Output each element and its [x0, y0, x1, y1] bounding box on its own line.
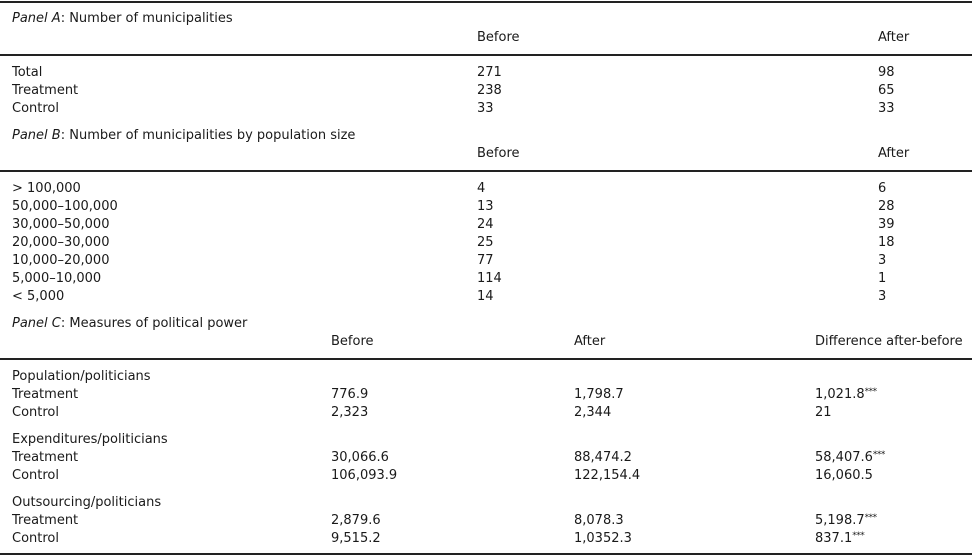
panel-a-row-label: Treatment — [12, 83, 79, 98]
panel-b-row-before: 4 — [477, 181, 486, 196]
panel-b-row-before: 77 — [477, 253, 494, 268]
panel-c-col-before: Before — [331, 334, 374, 349]
panel-c-header-rule — [0, 358, 972, 360]
significance-stars: *** — [864, 513, 877, 523]
panel-b-row-before: 114 — [477, 271, 502, 286]
panel-c-row-label: Control — [12, 531, 59, 546]
panel-c-row-label: Treatment — [12, 387, 79, 402]
panel-a-heading: Panel A: Number of municipalities — [12, 11, 233, 26]
panel-a-row-before: 33 — [477, 101, 494, 116]
top-rule — [0, 1, 972, 3]
panel-c-col-difference: Difference after-before — [815, 334, 963, 349]
panel-c-row-before: 9,515.2 — [331, 531, 381, 546]
panel-a-row-label: Total — [12, 65, 43, 80]
significance-stars: *** — [852, 531, 865, 541]
panel-c-row-difference: 837.1*** — [815, 531, 865, 546]
panel-a-row-after: 33 — [878, 101, 895, 116]
panel-b-row-after: 39 — [878, 217, 895, 232]
panel-c-row-after: 2,344 — [574, 405, 612, 420]
panel-a-header-rule — [0, 54, 972, 56]
panel-b-heading: Panel B: Number of municipalities by population size — [12, 128, 356, 143]
panel-a-col-before: Before — [477, 30, 520, 45]
panel-a-row-before: 238 — [477, 83, 502, 98]
panel-c-row-after: 88,474.2 — [574, 450, 632, 465]
panel-b-row-before: 13 — [477, 199, 494, 214]
panel-c-row-difference: 16,060.5 — [815, 468, 873, 483]
panel-b-row-before: 14 — [477, 289, 494, 304]
panel-b-col-after: After — [878, 146, 910, 161]
panel-a-col-after: After — [878, 30, 910, 45]
panel-c-row-difference: 58,407.6*** — [815, 450, 885, 465]
panel-c-row-before: 2,879.6 — [331, 513, 381, 528]
panel-c-col-after: After — [574, 334, 606, 349]
panel-c-heading: Panel C: Measures of political power — [12, 316, 248, 331]
panel-c-row-difference: 21 — [815, 405, 832, 420]
panel-c-row-label: Treatment — [12, 450, 79, 465]
panel-b-row-after: 18 — [878, 235, 895, 250]
panel-c-row-after: 8,078.3 — [574, 513, 624, 528]
panel-a-row-after: 65 — [878, 83, 895, 98]
panel-b-row-label: 30,000–50,000 — [12, 217, 110, 232]
panel-a-row-after: 98 — [878, 65, 895, 80]
group-heading: Outsourcing/politicians — [12, 495, 162, 510]
panel-c-row-before: 776.9 — [331, 387, 369, 402]
panel-c-row-after: 1,798.7 — [574, 387, 624, 402]
panel-b-row-after: 3 — [878, 289, 887, 304]
panel-c-row-before: 2,323 — [331, 405, 369, 420]
panel-b-row-label: 5,000–10,000 — [12, 271, 102, 286]
panel-b-col-before: Before — [477, 146, 520, 161]
group-heading: Population/politicians — [12, 369, 151, 384]
significance-stars: *** — [864, 387, 877, 397]
panel-c-row-label: Treatment — [12, 513, 79, 528]
panel-c-row-before: 30,066.6 — [331, 450, 389, 465]
panel-b-row-before: 24 — [477, 217, 494, 232]
panel-a-row-before: 271 — [477, 65, 502, 80]
panel-c-row-label: Control — [12, 468, 59, 483]
panel-c-row-after: 122,154.4 — [574, 468, 641, 483]
panel-c-row-label: Control — [12, 405, 59, 420]
panel-b-row-after: 1 — [878, 271, 887, 286]
bottom-rule — [0, 553, 972, 555]
panel-b-row-label: 20,000–30,000 — [12, 235, 110, 250]
panel-b-row-after: 28 — [878, 199, 895, 214]
panel-b-row-label: < 5,000 — [12, 289, 65, 304]
panel-c-row-difference: 5,198.7*** — [815, 513, 877, 528]
group-heading: Expenditures/politicians — [12, 432, 168, 447]
panel-b-row-label: > 100,000 — [12, 181, 81, 196]
panel-b-row-after: 6 — [878, 181, 887, 196]
panel-c-row-difference: 1,021.8*** — [815, 387, 877, 402]
panel-c-row-after: 1,0352.3 — [574, 531, 632, 546]
panel-a-row-label: Control — [12, 101, 59, 116]
panel-b-row-after: 3 — [878, 253, 887, 268]
panel-b-header-rule — [0, 170, 972, 172]
significance-stars: *** — [872, 450, 885, 460]
panel-b-row-label: 50,000–100,000 — [12, 199, 118, 214]
panel-b-row-before: 25 — [477, 235, 494, 250]
panel-c-row-before: 106,093.9 — [331, 468, 398, 483]
panel-b-row-label: 10,000–20,000 — [12, 253, 110, 268]
